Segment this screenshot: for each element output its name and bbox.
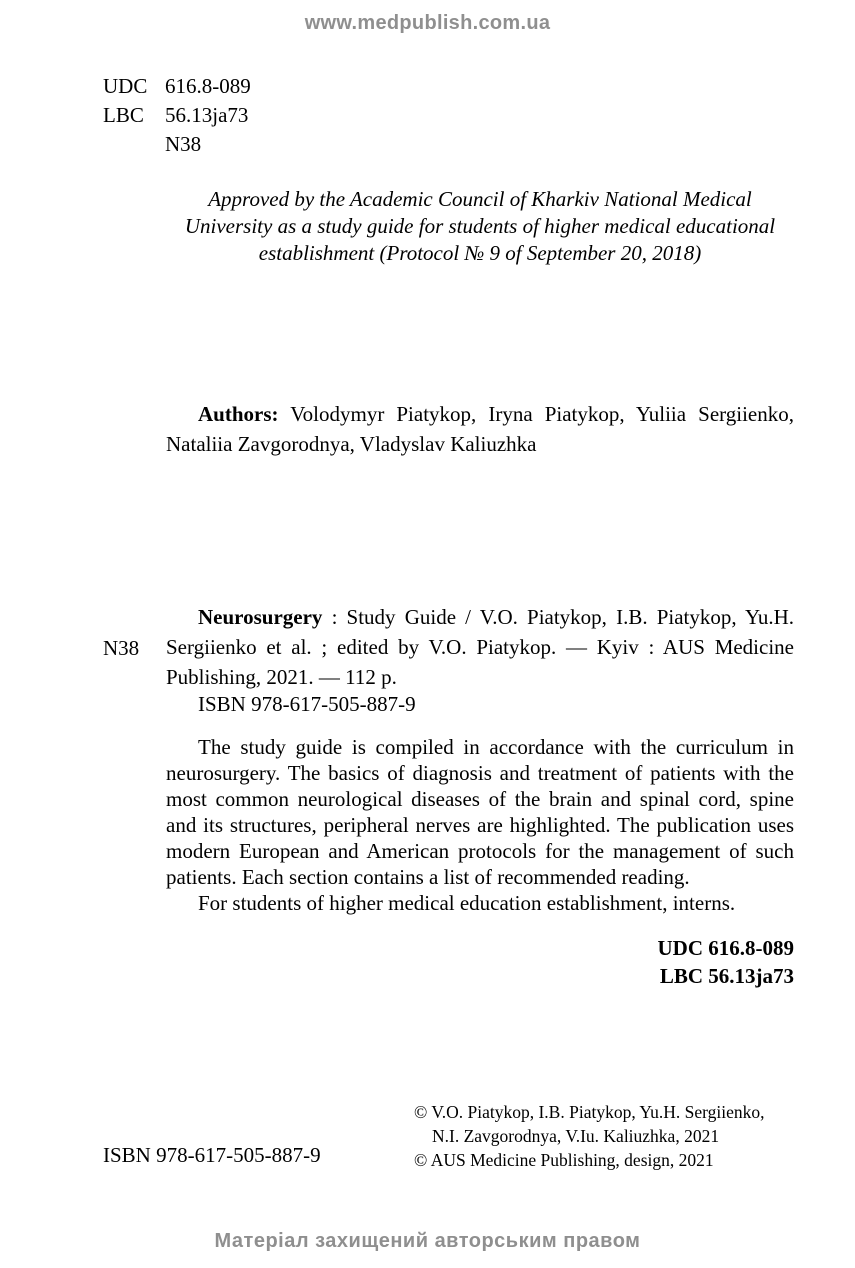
abstract: [166, 734, 794, 916]
copyright-line: © AUS Medicine Publishing, design, 2021: [414, 1150, 714, 1170]
classification-key: UDC: [103, 74, 148, 98]
classification-author-mark: [103, 130, 251, 159]
watermark-bottom: Матеріал захищений авторським правом: [214, 1230, 641, 1252]
authors-names: Volodymyr Piatykop, Iryna Piatykop, Yuliia Sergiienko, Nataliia Zavgorodnya, Vladyslav Kaliuzhka: [166, 402, 794, 456]
classification-right: [500, 934, 794, 990]
abstract-audience: For students of higher medical education establishment, interns.: [198, 891, 736, 915]
classification-block: [103, 72, 251, 159]
bibliography-entry: [166, 602, 794, 692]
watermark-top: www.medpublish.com.ua: [304, 12, 551, 34]
isbn-bottom: ISBN 978-617-505-887-9: [103, 1143, 321, 1167]
classification-key: LBC: [103, 103, 144, 127]
authors-label: Authors:: [198, 402, 279, 426]
copyright-line: N.I. Zavgorodnya, V.Iu. Kaliuzhka, 2021: [432, 1126, 720, 1146]
bibliography-code: N38: [103, 636, 140, 660]
bibliography-details: : Study Guide / V.O. Piatykop, I.B. Piatykop, Yu.H. Sergiienko et al. ; edited by V.O. Piatykop. — Kyiv : AUS Medicine Publishing, 2021. — 112 p.: [166, 605, 794, 689]
classification-value: 56.13ja73: [165, 103, 249, 127]
classification-udc: [103, 72, 251, 101]
copyright-block: [414, 1100, 765, 1172]
approval-statement: Approved by the Academic Council of Kharkiv National Medical University as a study guide for students of higher medical educational establishment (Protocol № 9 of September 20, 2018): [184, 187, 776, 265]
abstract-paragraph: The study guide is compiled in accordance with the curriculum in neurosurgery. The basics of diagnosis and treatment of patients with the most common neurological diseases of the brain and spinal cord, spine and its structures, peripheral nerves are highlighted. The publication uses modern European and American protocols for the management of such patients. Each section contains a list of recommended reading.: [166, 735, 794, 889]
lbc-code: LBC 56.13ja73: [659, 964, 794, 988]
authors-paragraph: [166, 399, 794, 459]
classification-value: N38: [165, 132, 202, 156]
udc-code: UDC 616.8-089: [657, 936, 794, 960]
classification-lbc: [103, 101, 251, 130]
book-title: Neurosurgery: [198, 605, 323, 629]
copyright-line: © V.O. Piatykop, I.B. Piatykop, Yu.H. Sergiienko,: [414, 1102, 765, 1122]
bibliography-isbn: ISBN 978-617-505-887-9: [198, 692, 416, 716]
classification-value: 616.8-089: [165, 74, 251, 98]
classification-key: [103, 130, 165, 159]
